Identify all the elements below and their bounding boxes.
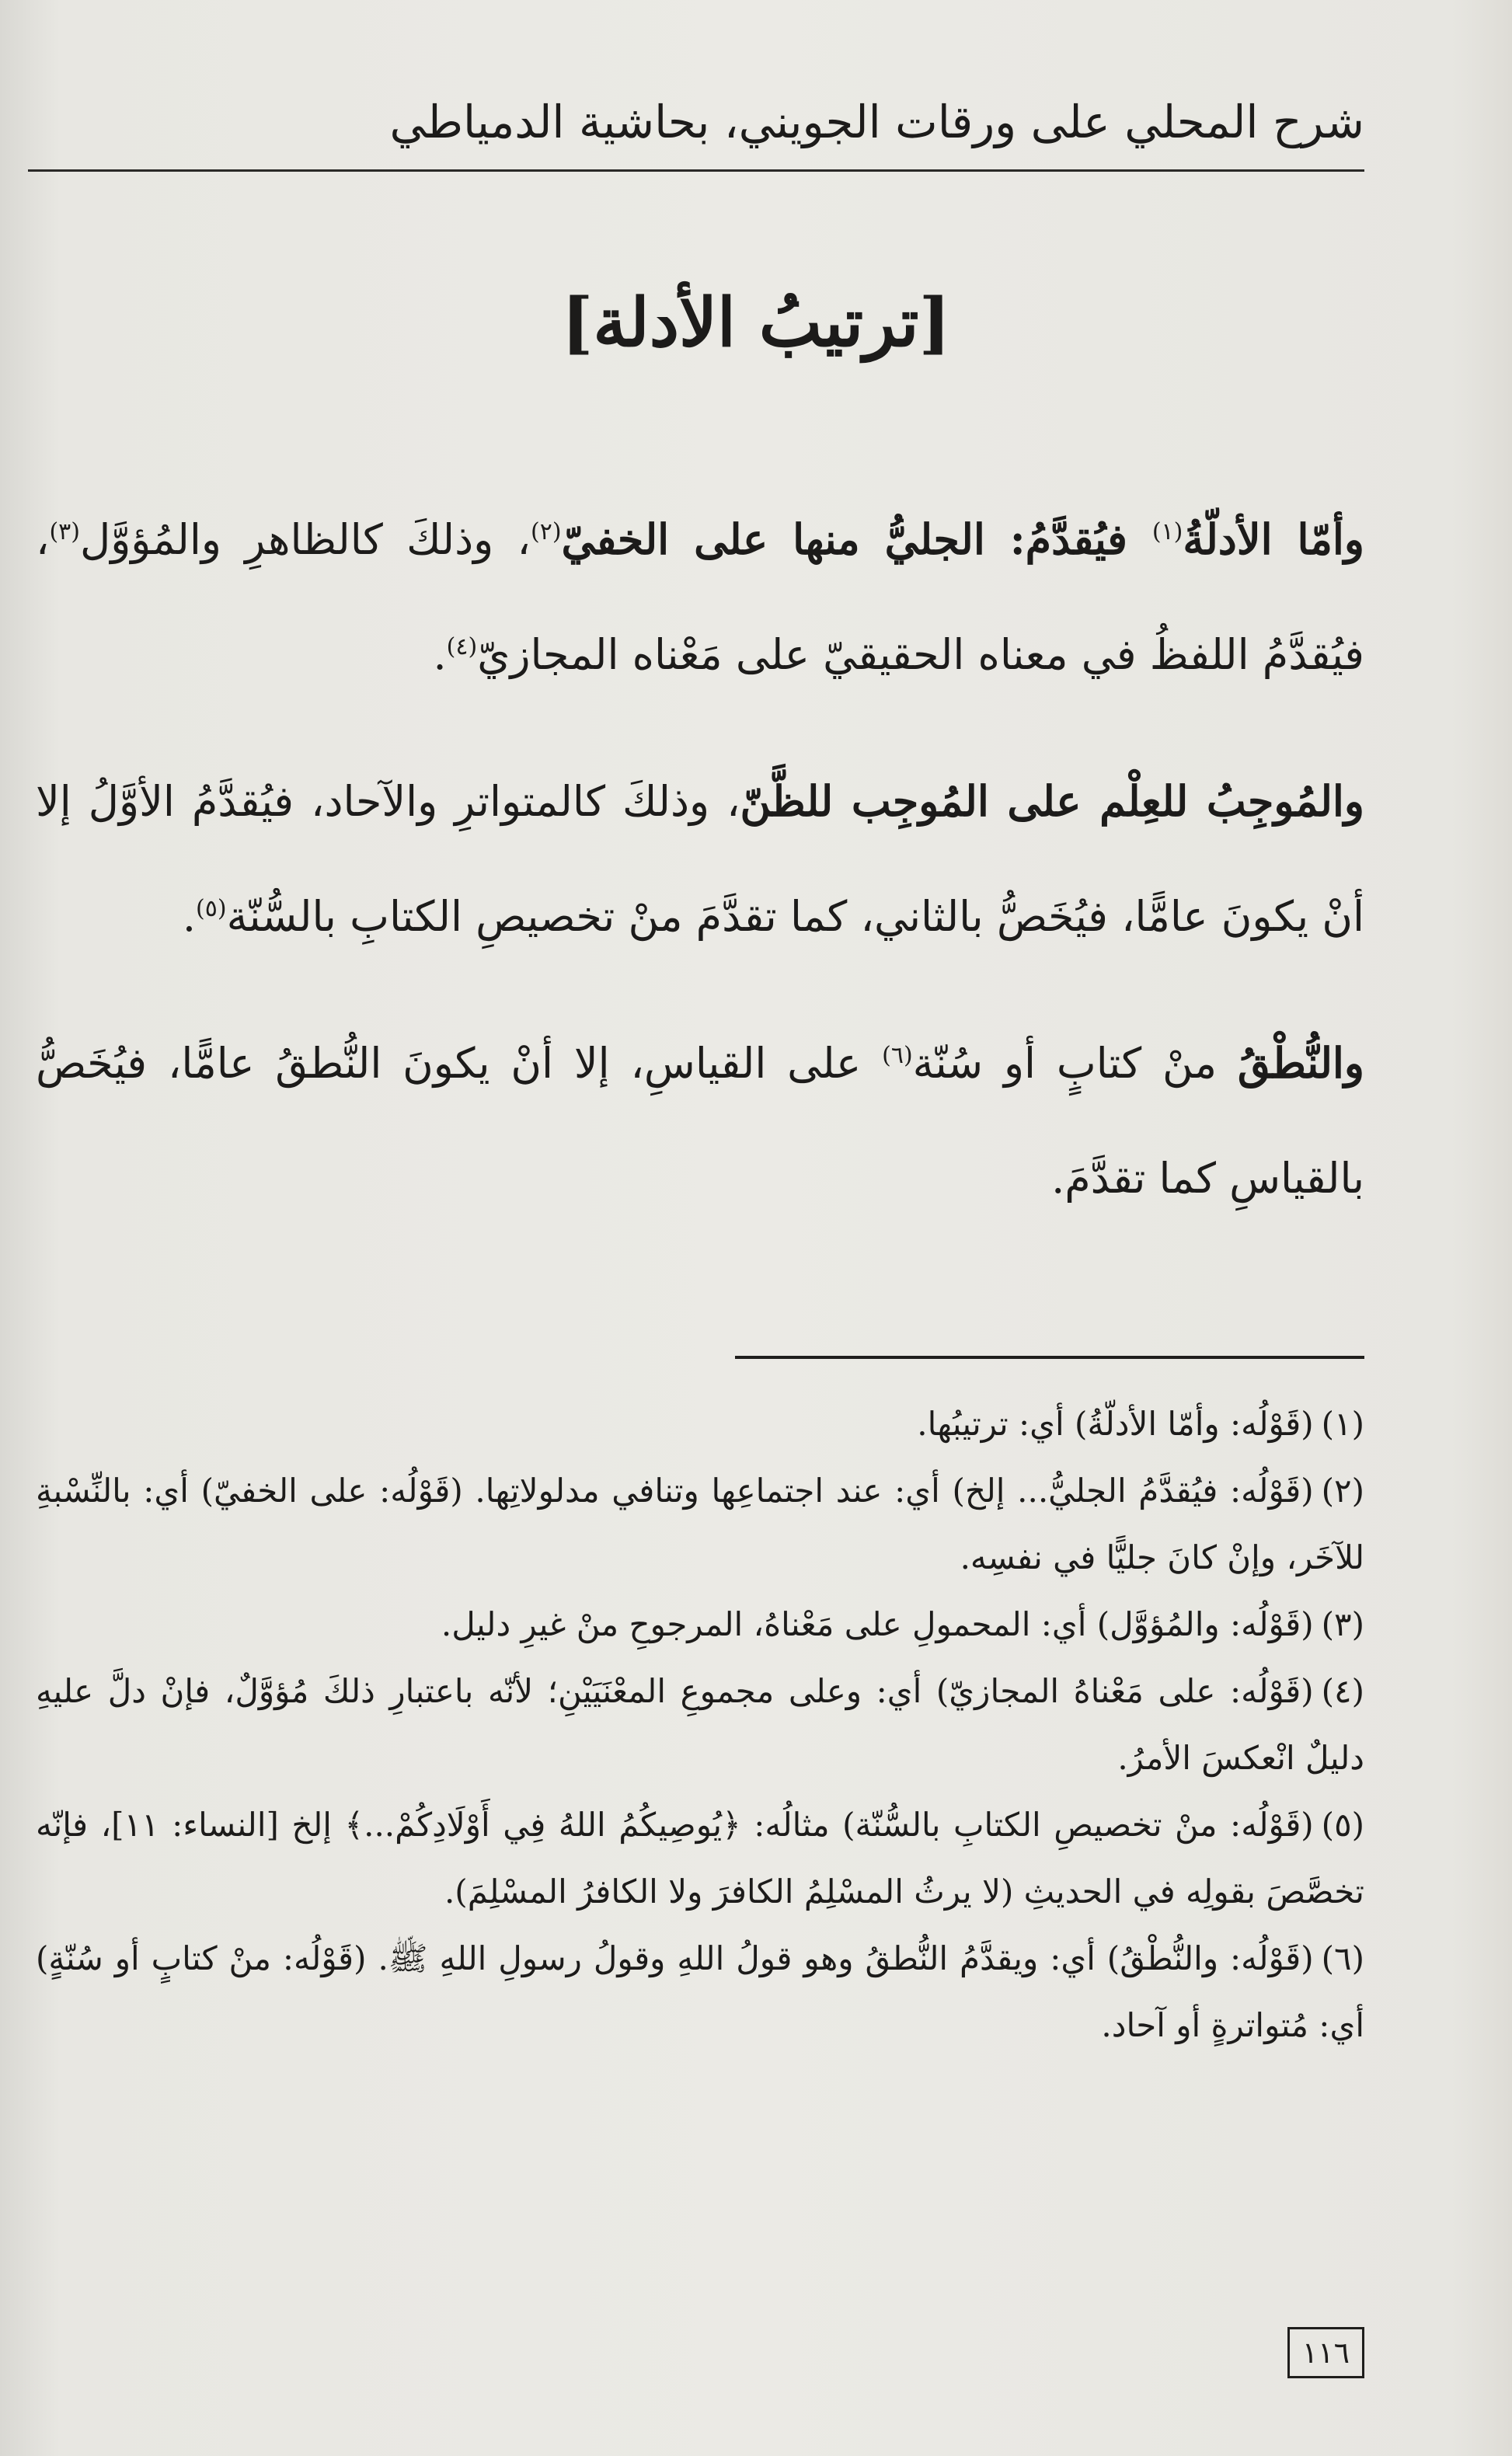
footnote-5 <box>36 1792 1364 1925</box>
paragraph-text: ، فيُقدَّمُ اللفظُ في معناه الحقيقيّ على مَعْناه المجازيّ <box>36 515 1364 679</box>
footnote-3 <box>36 1591 1364 1658</box>
footnote-1 <box>36 1391 1364 1458</box>
footnote-4 <box>36 1658 1364 1792</box>
footnote-text: (قَوْلُه: وأمّا الأدلّةُ) أي: ترتيبُها. <box>917 1405 1314 1443</box>
footnote-number: (١) <box>1321 1405 1364 1443</box>
footnote-ref: (٦) <box>882 1042 913 1069</box>
footnote-separator <box>735 1356 1364 1359</box>
paragraph-3 <box>36 1005 1364 1236</box>
footnote-number: (٦) <box>1321 1939 1364 1977</box>
footnote-ref: (٤) <box>446 633 478 660</box>
paragraph-text: فيُقدَّمُ: الجليُّ منها على الخفيّ <box>561 514 1152 564</box>
body-text <box>36 482 1364 1267</box>
paragraph-text: . <box>433 630 447 679</box>
paragraph-text: منْ كتابٍ أو سُنّة <box>912 1039 1238 1088</box>
header-rule <box>28 169 1364 172</box>
footnote-text: (قَوْلُه: فيُقدَّمُ الجليُّ... إلخ) أي: عند اجتماعِها وتنافي مدلولاتِها. (قَوْلُه: على الخفيّ) أي: بالنِّسْبةِ للآخَر، وإنْ كانَ جليًّا في نفسِه. <box>36 1472 1364 1576</box>
footnote-number: (٣) <box>1321 1605 1364 1643</box>
paragraph-text: ، وذلكَ كالمتواترِ والآحاد، فيُقدَّمُ الأوَّلُ إلا أنْ يكونَ عامًّا، فيُخَصُّ بالثاني، كما تقدَّمَ منْ تخصيصِ الكتابِ بالسُّنّة <box>36 777 1364 941</box>
running-header: شرح المحلي على ورقات الجويني، بحاشية الدمياطي <box>389 96 1364 148</box>
footnote-ref: (١) <box>1151 518 1183 545</box>
page-number: ١١٦ <box>1287 2327 1364 2378</box>
paragraph-text: على القياسِ، إلا أنْ يكونَ النُّطقُ عامًّا، فيُخَصُّ بالقياسِ كما تقدَّمَ. <box>36 1039 1364 1203</box>
section-title: [ترتيبُ الأدلة] <box>561 284 951 362</box>
paragraph-lead: والمُوجِبُ للعِلْم على المُوجِب للظَّنّ <box>740 776 1364 826</box>
footnote-text: (قَوْلُه: والنُّطْقُ) أي: ويقدَّمُ النُّطقُ وهو قولُ اللهِ وقولُ رسولِ اللهِ ﷺ. (قَوْلُه: منْ كتابٍ أو سُنّةٍ) أي: مُتواترةٍ أو آحاد. <box>36 1939 1364 2044</box>
paragraph-text: . <box>182 892 197 941</box>
footnote-text: (قَوْلُه: والمُؤوَّل) أي: المحمولِ على مَعْناهُ، المرجوحِ منْ غيرِ دليل. <box>441 1605 1314 1643</box>
paragraph-text: ، وذلكَ كالظاهرِ والمُؤوَّل <box>80 515 531 564</box>
paragraph-lead: وأمّا الأدلّةُ <box>1183 514 1365 564</box>
footnote-6 <box>36 1925 1364 2059</box>
paragraph-2 <box>36 744 1364 974</box>
footnote-text: (قَوْلُه: على مَعْناهُ المجازيّ) أي: وعلى مجموعِ المعْنَيَيْنِ؛ لأنّه باعتبارِ ذلكَ مُؤوَّلٌ، فإنْ دلَّ عليهِ دليلٌ انْعكسَ الأمرُ. <box>36 1672 1364 1777</box>
paragraph-lead: والنُّطْقُ <box>1237 1038 1365 1088</box>
footnote-number: (٥) <box>1321 1806 1365 1844</box>
footnote-ref: (٥) <box>196 895 227 922</box>
footnote-2 <box>36 1458 1364 1591</box>
paragraph-1 <box>36 482 1364 712</box>
footnote-number: (٢) <box>1321 1472 1364 1510</box>
footnote-number: (٤) <box>1321 1672 1364 1710</box>
footnote-ref: (٢) <box>530 518 562 545</box>
footnote-text: (قَوْلُه: منْ تخصيصِ الكتابِ بالسُّنّة) مثالُه: ﴿يُوصِيكُمُ اللهُ فِي أَوْلَادِكُمْ...﴾ إلخ [النساء: ١١]، فإنّه تخصَّصَ بقولِه في الحديثِ (لا يرثُ المسْلِمُ الكافرَ ولا الكافرُ المسْلِمَ). <box>36 1806 1364 1911</box>
footnotes <box>36 1391 1364 2059</box>
footnote-ref: (٣) <box>49 518 80 545</box>
